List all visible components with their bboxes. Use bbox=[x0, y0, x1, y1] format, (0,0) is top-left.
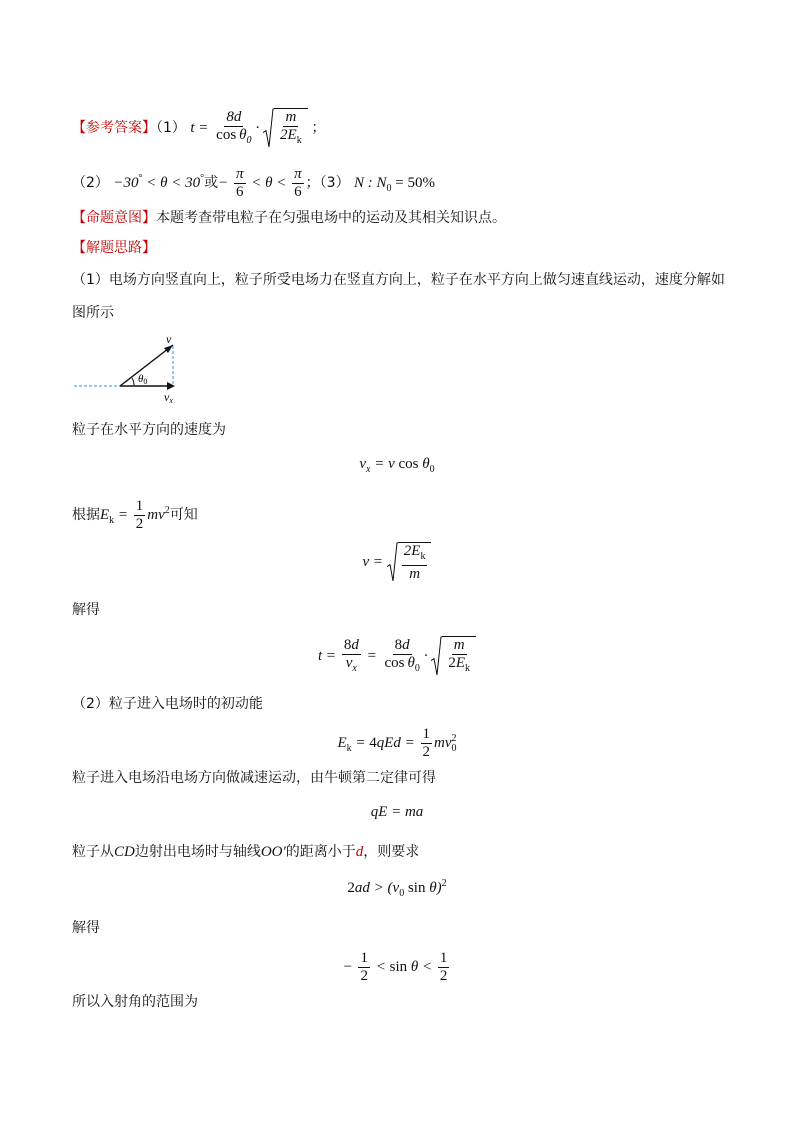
equation-newton: qE = ma bbox=[370, 804, 424, 820]
answer-line-1 bbox=[72, 108, 325, 149]
answer-part2-num: （2） bbox=[72, 174, 109, 191]
exit-condition-line: 粒子从CD边射出电场时与轴线OO′的距离小于d，则要求 bbox=[72, 844, 420, 860]
answer-separator: ； bbox=[311, 119, 326, 136]
answer-part3-num: （3） bbox=[319, 174, 350, 191]
intent-text: 本题考查带电粒子在匀强电场中的运动及其相关知识点。 bbox=[156, 210, 506, 226]
answer-part1-num: （1） bbox=[156, 119, 186, 136]
formula-range-radians: − $\frac{\pi}{6}$ < θ < $\frac{\pi}{6}$ bbox=[218, 166, 302, 200]
equation-sine-range: − $\frac{1}{2}$ < sin θ < $\frac{1}{2}$ bbox=[342, 950, 448, 984]
intent-label: 【命题意图】 bbox=[72, 210, 156, 226]
equation-inequality: $2ad > (v_0$ sin θ)$^2$ bbox=[347, 878, 447, 899]
equation-vx: $v_x = v$ $\cos \theta_0$ bbox=[359, 456, 435, 475]
solution-p2-intro: （2）粒子进入电场时的初动能 bbox=[72, 696, 263, 712]
answer-line-2: （2） −30° < θ < 30°或− $\frac{\pi}{6}$ < θ < $\frac{\pi}{6}$ ；（3） N : $N_0 = 50\%$ bbox=[72, 166, 436, 200]
vx-arrowhead bbox=[167, 382, 175, 390]
deceleration-text: 粒子进入电场沿电场方向做减速运动，由牛顿第二定律可得 bbox=[72, 770, 436, 786]
intent-line bbox=[72, 208, 506, 228]
equation-t: t = $\frac{8d}{v_x}$ = $\frac{8d}{\cos \theta_0}$ · $\frac{m}{2E_k}$ bbox=[0, 636, 794, 677]
answer-label: 【参考答案】 bbox=[72, 119, 156, 136]
solution-label: 【解题思路】 bbox=[72, 240, 156, 256]
solution-p1-line1: （1）电场方向竖直向上，粒子所受电场力在竖直方向上，粒子在水平方向上做匀速直线运动，速度分解如 bbox=[72, 272, 725, 288]
angle-range-text: 所以入射角的范围为 bbox=[72, 994, 198, 1010]
solution-p1-line2: 图所示 bbox=[72, 305, 114, 321]
formula-range-degrees: −30° < θ < 30° bbox=[113, 172, 205, 191]
formula-kinetic-energy: $E_k$ = $\frac{1}{2}$ $mv^2$ bbox=[100, 498, 170, 532]
solve-text-1: 解得 bbox=[72, 602, 100, 618]
horizontal-velocity-text: 粒子在水平方向的速度为 bbox=[72, 422, 226, 438]
edge-cd-label: CD bbox=[114, 844, 135, 860]
axis-label: OO′ bbox=[260, 844, 286, 860]
answer-or: 或 bbox=[204, 174, 219, 191]
theta-label: θ0 bbox=[138, 373, 148, 386]
solve-text-2: 解得 bbox=[72, 920, 100, 936]
v-label: v bbox=[166, 332, 172, 346]
formula-ratio: N : $N_0 = 50\%$ bbox=[354, 174, 436, 194]
vx-label: vx bbox=[164, 390, 173, 405]
equation-initial-ek: $E_k = 4qEd$ = $\frac{1}{2}$ $mv_0^2$ bbox=[337, 726, 457, 760]
ek-definition-line: 根据$E_k$ = $\frac{1}{2}$ $mv^2$可知 bbox=[72, 498, 198, 532]
angle-arc bbox=[132, 378, 134, 386]
velocity-decomposition-diagram bbox=[72, 330, 182, 408]
equation-v: v = $\frac{2E_k}{m}$ bbox=[0, 542, 794, 583]
formula-time: t = $\frac{8d}{\cos \theta_0}$ · $\frac{m}{2E_k}$ bbox=[190, 120, 311, 136]
distance-d-label: d bbox=[355, 844, 364, 860]
